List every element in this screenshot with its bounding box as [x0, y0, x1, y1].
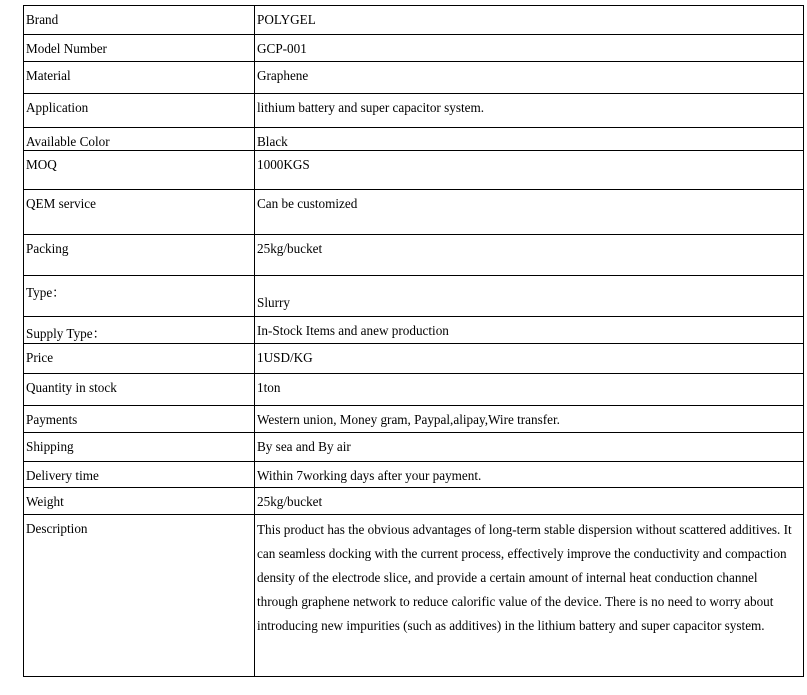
spec-value: In-Stock Items and anew production [255, 317, 804, 344]
table-row [24, 406, 804, 433]
spec-value: Slurry [255, 276, 804, 317]
spec-label: Shipping [24, 433, 255, 462]
spec-description: This product has the obvious advantages of long-term stable dispersion without scattered additives. It can seamless docking with the current process, effectively improve the conductivity and compaction density of the electrode slice, and provide a certain amount of internal heat conduction channel through graphene network to reduce calorific value of the device. There is no need to worry about introducing new impurities (such as additives) in the lithium battery and super capacitor system. [255, 515, 804, 677]
table-row [24, 35, 804, 62]
spec-label: Application [24, 94, 255, 128]
spec-label: Price [24, 344, 255, 374]
spec-value: 25kg/bucket [255, 235, 804, 276]
spec-label: Supply Type： [24, 317, 255, 344]
spec-value: 1USD/KG [255, 344, 804, 374]
spec-label: Model Number [24, 35, 255, 62]
table-row [24, 276, 804, 317]
spec-label: Material [24, 62, 255, 94]
table-row [24, 190, 804, 235]
table-row [24, 462, 804, 488]
spec-value: Graphene [255, 62, 804, 94]
spec-value: GCP-001 [255, 35, 804, 62]
table-row [24, 62, 804, 94]
table-row [24, 151, 804, 190]
product-spec-table [23, 5, 804, 677]
table-row [24, 94, 804, 128]
table-row [24, 488, 804, 515]
spec-label: MOQ [24, 151, 255, 190]
spec-label: Type： [24, 276, 255, 317]
spec-label: Weight [24, 488, 255, 515]
spec-value: 1ton [255, 374, 804, 406]
spec-value: Within 7working days after your payment. [255, 462, 804, 488]
spec-value: lithium battery and super capacitor system. [255, 94, 804, 128]
spec-label: Quantity in stock [24, 374, 255, 406]
spec-label: Brand [24, 6, 255, 35]
spec-value: Can be customized [255, 190, 804, 235]
table-row [24, 317, 804, 344]
spec-value: Western union, Money gram, Paypal,alipay,Wire transfer. [255, 406, 804, 433]
spec-label: Description [24, 515, 255, 677]
spec-label: Payments [24, 406, 255, 433]
table-row [24, 235, 804, 276]
table-row [24, 515, 804, 677]
spec-label: Delivery time [24, 462, 255, 488]
table-row [24, 374, 804, 406]
spec-value: By sea and By air [255, 433, 804, 462]
table-row [24, 6, 804, 35]
table-row [24, 433, 804, 462]
spec-value: Black [255, 128, 804, 151]
spec-label: Available Color [24, 128, 255, 151]
spec-value: POLYGEL [255, 6, 804, 35]
spec-value: 25kg/bucket [255, 488, 804, 515]
table-row [24, 128, 804, 151]
spec-label: QEM service [24, 190, 255, 235]
table-row [24, 344, 804, 374]
spec-value: 1000KGS [255, 151, 804, 190]
spec-label: Packing [24, 235, 255, 276]
